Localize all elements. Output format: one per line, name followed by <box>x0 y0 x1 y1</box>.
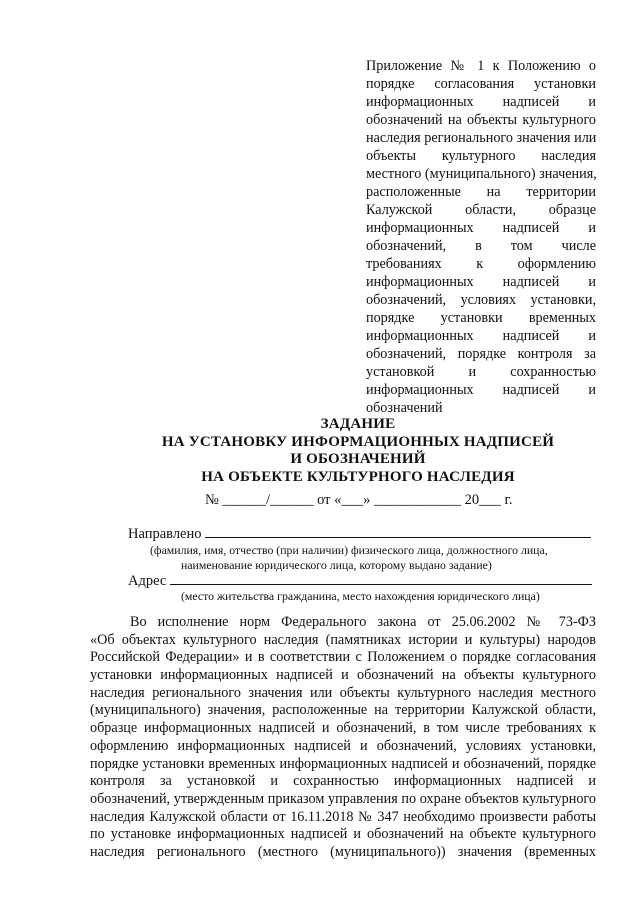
document-title <box>100 416 616 486</box>
title-line: НА ОБЪЕКТЕ КУЛЬТУРНОГО НАСЛЕДИЯ <box>201 468 515 485</box>
appendix-line: расположенные на территории <box>366 184 596 200</box>
appendix-line: местного (муниципального) значения, <box>366 166 597 182</box>
body-line: оформлению информационных надписей и обозначений, условиях установки, <box>90 737 596 754</box>
appendix-line: обозначений <box>366 400 443 416</box>
body-line: наследия регионального значения или объекты культурного наследия местного <box>90 684 596 701</box>
appendix-line: информационных надписей и <box>366 220 596 236</box>
sent-to-label: Направлено <box>128 526 202 542</box>
appendix-line: Приложение № 1 к Положению о <box>366 58 596 74</box>
body-line: порядке установки временных информационных надписей и обозначений, порядке <box>90 755 596 772</box>
title-line: НА УСТАНОВКУ ИНФОРМАЦИОННЫХ НАДПИСЕЙ <box>161 433 555 450</box>
address-label: Адрес <box>128 573 167 589</box>
body-line: Российской Федерации» и в соответствии с Положением о порядке согласования <box>90 649 596 666</box>
address-blank[interactable] <box>170 572 592 585</box>
appendix-line: наследия регионального значения или <box>366 130 597 146</box>
appendix-reference <box>366 57 596 417</box>
appendix-line: объекты культурного наследия <box>366 148 596 164</box>
title-line: ЗАДАНИЕ <box>320 416 396 432</box>
appendix-line: порядке установки временных <box>366 310 596 326</box>
body-paragraph <box>90 614 596 862</box>
body-line: (муниципального) значения, расположенные на территории Калужской области, <box>90 702 596 719</box>
body-line: Во исполнение норм Федерального закона от 25.06.2002 № 73-ФЗ <box>130 614 596 630</box>
appendix-line: Калужской области, образце <box>366 202 596 218</box>
address-field <box>128 572 592 590</box>
appendix-line: обозначений на объекты культурного <box>366 112 596 128</box>
sent-to-field <box>128 525 591 543</box>
title-line: И ОБОЗНАЧЕНИЙ <box>290 451 426 467</box>
body-line: контроля за установкой и сохранностью информационных надписей и <box>90 773 596 790</box>
sent-to-hint-1: (фамилия, имя, отчество (при наличии) физического лица, должностного лица, <box>150 543 548 557</box>
body-line: наследия регионального (местного (муниципального)) значения (временных <box>90 843 596 860</box>
sent-to-hint-2: наименование юридического лица, которому выдано задание) <box>181 558 492 572</box>
appendix-line: информационных надписей и <box>366 94 596 110</box>
body-line: наследия Калужской области от 16.11.2018 № 347 необходимо произвести работы <box>90 808 596 825</box>
body-line: по установке информационных надписей и обозначений на объекте культурного <box>90 826 596 843</box>
appendix-line: информационных надписей и <box>366 382 596 398</box>
appendix-line: требованиях к оформлению <box>366 256 596 272</box>
address-hint: (место жительства гражданина, место нахождения юридического лица) <box>181 589 540 603</box>
appendix-line: информационных надписей и <box>366 328 596 344</box>
body-line: установки информационных надписей и обозначений на объекты культурного <box>90 667 596 684</box>
appendix-line: обозначений, условиях установки, <box>366 292 596 308</box>
appendix-line: установкой и сохранностью <box>366 364 596 380</box>
body-line: образце информационных надписей и обозначений, в том числе требованиях к <box>90 720 596 737</box>
number-date-line: № ______/______ от «___» ____________ 20___ г. <box>205 492 513 508</box>
body-line: обозначений, утвержденным приказом управления по охране объектов культурного <box>90 790 596 807</box>
body-line: «Об объектах культурного наследия (памятниках истории и культуры) народов <box>90 631 596 648</box>
appendix-line: информационных надписей и <box>366 274 596 290</box>
appendix-line: обозначений, в том числе <box>366 238 596 254</box>
appendix-line: порядке согласования установки <box>366 76 596 92</box>
appendix-line: обозначений, порядке контроля за <box>366 346 596 362</box>
sent-to-blank[interactable] <box>205 525 591 538</box>
